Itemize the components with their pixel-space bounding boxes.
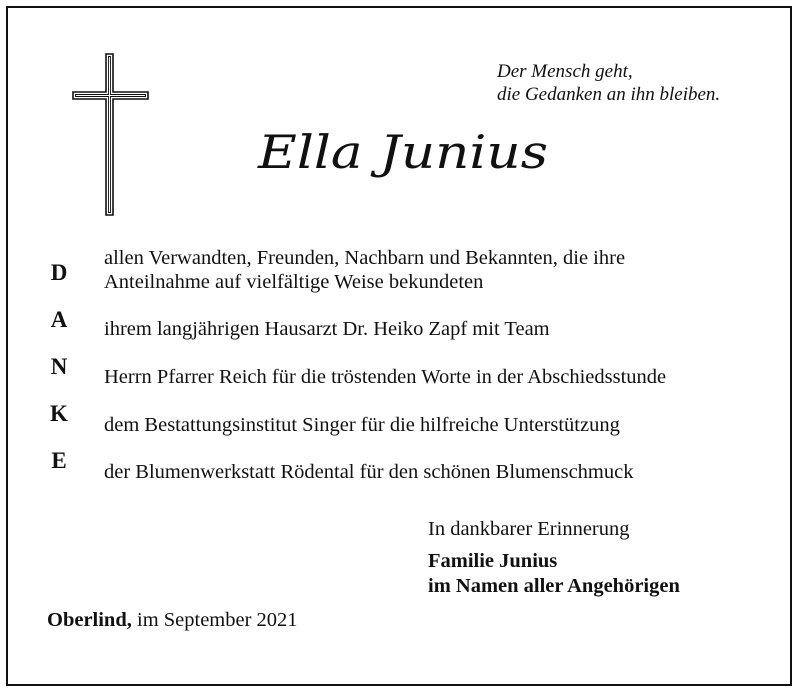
thanks-line-doctor: ihrem langjährigen Hausarzt Dr. Heiko Zapf mit Team <box>104 318 550 340</box>
thanks-line-pastor: Herrn Pfarrer Reich für die tröstenden Worte in der Abschiedsstunde <box>104 366 667 388</box>
closing-family: Familie Junius <box>428 550 558 572</box>
memorial-quote <box>497 60 720 106</box>
deceased-name <box>248 120 558 190</box>
cross-icon <box>70 52 152 218</box>
closing-remembrance: In dankbarer Erinnerung <box>428 518 630 540</box>
quote-line-2: die Gedanken an ihn bleiben. <box>497 84 721 105</box>
danke-letter-a: A <box>50 307 68 332</box>
deceased-name-text: Ella Junius <box>256 125 548 179</box>
quote-line-1: Der Mensch geht, <box>497 61 633 82</box>
danke-letter-d: D <box>50 260 68 285</box>
place: Oberlind, <box>47 609 132 631</box>
date: im September 2021 <box>137 609 298 631</box>
thanks-line-relatives: allen Verwandten, Freunden, Nachbarn und Bekannten, die ihre <box>104 247 626 269</box>
thanks-line-florist: der Blumenwerkstatt Rödental für den schönen Blumenschmuck <box>104 461 634 483</box>
thanks-line-undertaker: dem Bestattungsinstitut Singer für die hilfreiche Unterstützung <box>104 414 620 436</box>
danke-letter-k: K <box>50 401 68 426</box>
danke-letter-e: E <box>51 448 67 473</box>
closing-relatives: im Namen aller Angehörigen <box>428 575 680 597</box>
thanks-line-relatives-cont: Anteilnahme auf vielfältige Weise bekundeten <box>104 271 484 293</box>
danke-letter-n: N <box>50 354 68 379</box>
place-date <box>47 609 298 632</box>
